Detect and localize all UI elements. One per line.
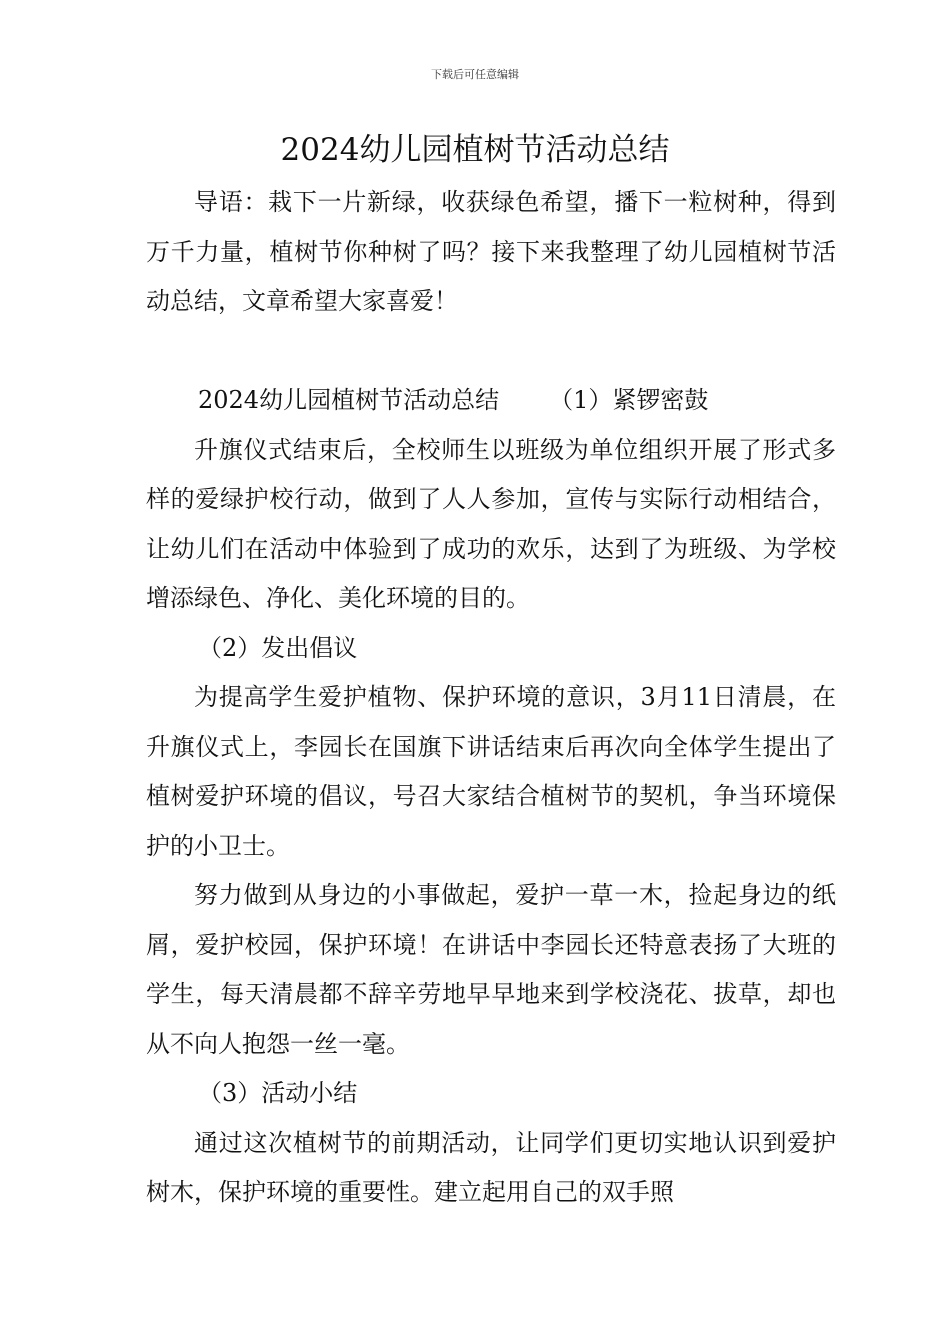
paragraph-4: 通过这次植树节的前期活动，让同学们更切实地认识到爱护树木，保护环境的重要性。建立起用自己的双手照 [146, 1128, 836, 1206]
document-title: 2024幼儿园植树节活动总结 [280, 132, 670, 168]
paragraph-3: 努力做到从身边的小事做起，爱护一草一木，捡起身边的纸屑，爱护校园，保护环境！在讲话中李园长还特意表扬了大班的学生，每天清晨都不辞辛劳地早早地来到学校浇花、拔草，却也从不向人抱怨一丝一毫。 [146, 881, 836, 1058]
header-note: 下载后可任意编辑 [431, 68, 519, 81]
document-body [146, 178, 836, 1218]
paragraph-2: 为提高学生爱护植物、保护环境的意识，3月11日清晨，在升旗仪式上，李园长在国旗下讲话结束后再次向全体学生提出了植树爱护环境的倡议，号召大家结合植树节的契机，争当环境保护的小卫士。 [146, 683, 836, 860]
blank-line [146, 327, 836, 377]
section-3-heading: （3）活动小结 [198, 1079, 358, 1107]
section-2-heading: （2）发出倡议 [198, 633, 358, 662]
intro-paragraph: 导语：栽下一片新绿，收获绿色希望，播下一粒树种，得到万千力量，植树节你种树了吗？接下来我整理了幼儿园植树节活动总结，文章希望大家喜爱！ [146, 188, 836, 315]
subtitle-line [146, 376, 836, 426]
paragraph-1: 升旗仪式结束后，全校师生以班级为单位组织开展了形式多样的爱绿护校行动，做到了人人参加，宣传与实际行动相结合，让幼儿们在活动中体验到了成功的欢乐，达到了为班级、为学校增添绿色、净化、美化环境的目的。 [146, 435, 836, 612]
subtitle-right: （1）紧锣密鼓 [549, 386, 709, 414]
subtitle-left: 2024幼儿园植树节活动总结 [198, 386, 500, 414]
